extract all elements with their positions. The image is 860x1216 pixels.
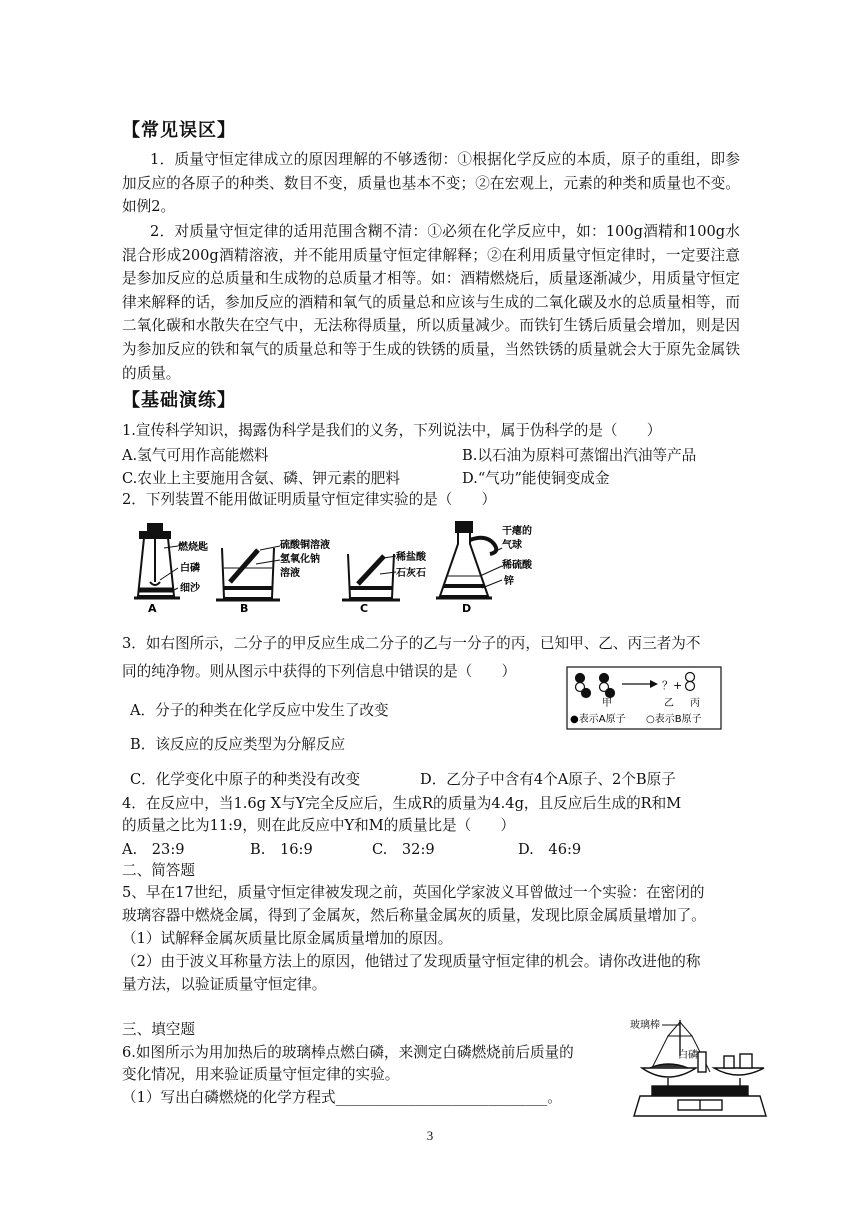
label-c-limestone: 石灰石 bbox=[396, 568, 426, 579]
q6-line-2: 变化情况，用来验证质量守恒定律的实验。 bbox=[122, 1066, 400, 1083]
q3-option-c: C．化学变化中原子的种类没有改变 bbox=[130, 771, 361, 788]
q5-sub-2-line-2: 量方法，以验证质量守恒定律。 bbox=[122, 976, 327, 993]
letter-c: C bbox=[360, 602, 369, 614]
label-c-hcl: 稀盐酸 bbox=[396, 552, 426, 563]
mistake-paragraph-1 bbox=[122, 148, 740, 219]
section-title-common-mistakes: 【常见误区】 bbox=[122, 120, 236, 141]
label-glass-rod: 玻璃棒 bbox=[630, 1020, 660, 1031]
q4-option-d: D. 46:9 bbox=[518, 841, 582, 858]
mistake-paragraph-2 bbox=[122, 220, 740, 385]
q4-option-c: C. 32:9 bbox=[372, 841, 435, 858]
q2-apparatus-figure bbox=[130, 518, 550, 614]
q5-line-1: 5、早在17世纪，质量守恒定律被发现之前，英国化学家波义耳曾做过一个实验：在密闭的 bbox=[122, 884, 705, 901]
apparatus-a bbox=[134, 524, 180, 598]
q1-option-b: B.以石油为原料可蒸馏出汽油等产品 bbox=[462, 447, 697, 464]
q5-sub-2-line-1: （2）由于波义耳称量方法上的原因，他错过了发现质量守恒定律的机会。请你改进他的称 bbox=[122, 953, 701, 970]
q4-line-2: 的质量之比为11:9，则在此反应中Y和M的质量比是（ ） bbox=[122, 817, 516, 834]
q5-line-2: 玻璃容器中燃烧金属，得到了金属灰，然后称量金属灰的质量，发现比原金属质量增加了。 bbox=[122, 907, 706, 924]
page-number: 3 bbox=[426, 1128, 434, 1143]
label-d-balloon: 气球 bbox=[502, 540, 522, 551]
q4-option-a: A. 23:9 bbox=[122, 841, 185, 858]
section-title-basic-practice: 【基础演练】 bbox=[122, 390, 236, 411]
label-b-naoh: 氢氧化钠 bbox=[280, 554, 320, 565]
q5-sub-1: （1）试解释金属灰质量比原金属质量增加的原因。 bbox=[122, 930, 453, 947]
q6-balance-figure bbox=[628, 1016, 768, 1128]
q3-option-b: B．该反应的反应类型为分解反应 bbox=[130, 736, 346, 753]
q3-line-1: 3．如右图所示，二分子的甲反应生成二分子的乙与一分子的丙，已知甲、乙、丙三者为不 bbox=[122, 635, 701, 652]
q3-molecule-figure bbox=[566, 666, 722, 730]
q3-option-d: D．乙分子中含有4个A原子、2个B原子 bbox=[420, 771, 676, 788]
label-a-spoon: 燃烧匙 bbox=[178, 542, 208, 553]
q6-sub-1: （1）写出白磷燃烧的化学方程式_____________________________。 bbox=[122, 1089, 562, 1106]
q3-line-2: 同的纯净物。则从图示中获得的下列信息中错误的是（ ） bbox=[122, 663, 517, 680]
label-a-phosphorus: 白磷 bbox=[180, 563, 200, 574]
letter-b: B bbox=[240, 602, 249, 614]
balance-apparatus bbox=[634, 1020, 766, 1116]
section-title-fill-blank: 三、填空题 bbox=[122, 1021, 195, 1038]
unknown-product: ？+ bbox=[662, 679, 683, 692]
legend-a-atom: ●表示A原子 bbox=[570, 714, 626, 725]
q1-option-d: D.“气功”能使铜变成金 bbox=[462, 470, 610, 487]
apparatus-b bbox=[216, 546, 280, 600]
apparatus-d bbox=[436, 522, 502, 598]
q6-line-1: 6.如图所示为用加热后的玻璃棒点燃白磷，来测定白磷燃烧前后质量的 bbox=[122, 1044, 574, 1061]
label-b-solution: 溶液 bbox=[280, 568, 300, 579]
label-jia: 甲 bbox=[602, 698, 612, 709]
label-d-deflated: 干瘪的 bbox=[502, 526, 532, 537]
label-b-copper-sulfate: 硫酸铜溶液 bbox=[280, 540, 330, 551]
q1-option-c: C.农业上主要施用含氨、磷、钾元素的肥料 bbox=[122, 470, 400, 487]
label-white-phosphorus: 白磷 bbox=[678, 1050, 698, 1061]
q4-line-1: 4．在反应中，当1.6g X与Y完全反应后，生成R的质量为4.4g，且反应后生成的R和M bbox=[122, 795, 682, 812]
label-d-sulfuric-acid: 稀硫酸 bbox=[502, 560, 532, 571]
label-bing: 丙 bbox=[690, 698, 700, 709]
section-title-short-answer: 二、简答题 bbox=[122, 862, 195, 879]
legend-b-atom: ○表示B原子 bbox=[646, 714, 702, 725]
q1-option-a: A.氢气可用作高能燃料 bbox=[122, 447, 269, 464]
q4-option-b: B. 16:9 bbox=[250, 841, 313, 858]
label-yi: 乙 bbox=[664, 698, 674, 709]
q2-stem: 2．下列装置不能用做证明质量守恒定律实验的是（ ） bbox=[122, 491, 497, 508]
letter-a: A bbox=[148, 602, 157, 614]
label-d-zinc: 锌 bbox=[504, 576, 514, 587]
label-a-sand: 细沙 bbox=[180, 583, 200, 594]
apparatus-c bbox=[342, 554, 400, 600]
q1-stem: 1.宣传科学知识，揭露伪科学是我们的义务，下列说法中，属于伪科学的是（ ） bbox=[122, 422, 662, 439]
mistake-paragraph-2-text: 2．对质量守恒定律的适用范围含糊不清：①必须在化学反应中，如：100g酒精和100g水混合形成200g酒精溶液，并不能用质量守恒定律解释；②在利用质量守恒定律时，一定要注意是参加反应的总质量和生成物的总质量才相等。如：酒精燃烧后，质量逐渐减少，用质量守恒定律来解释的话，参加反应的酒精和氧气的质量总和应该与生成的二氧化碳及水的总质量相等，而二氧化碳和水散失在空气中，无法称得质量，所以质量减少。而铁钉生锈后质量会增加，则是因为参加反应的铁和氧气的质量总和等于生成的铁锈的质量，当然铁锈的质量就会大于原先金属铁的质量。 bbox=[122, 223, 740, 382]
q3-option-a: A．分子的种类在化学反应中发生了改变 bbox=[130, 702, 389, 719]
mistake-paragraph-1-text: 1．质量守恒定律成立的原因理解的不够透彻：①根据化学反应的本质，原子的重组，即参加反应的各原子的种类、数目不变，质量也基本不变；②在宏观上，元素的种类和质量也不变。如例2。 bbox=[122, 151, 740, 216]
letter-d: D bbox=[462, 602, 472, 614]
